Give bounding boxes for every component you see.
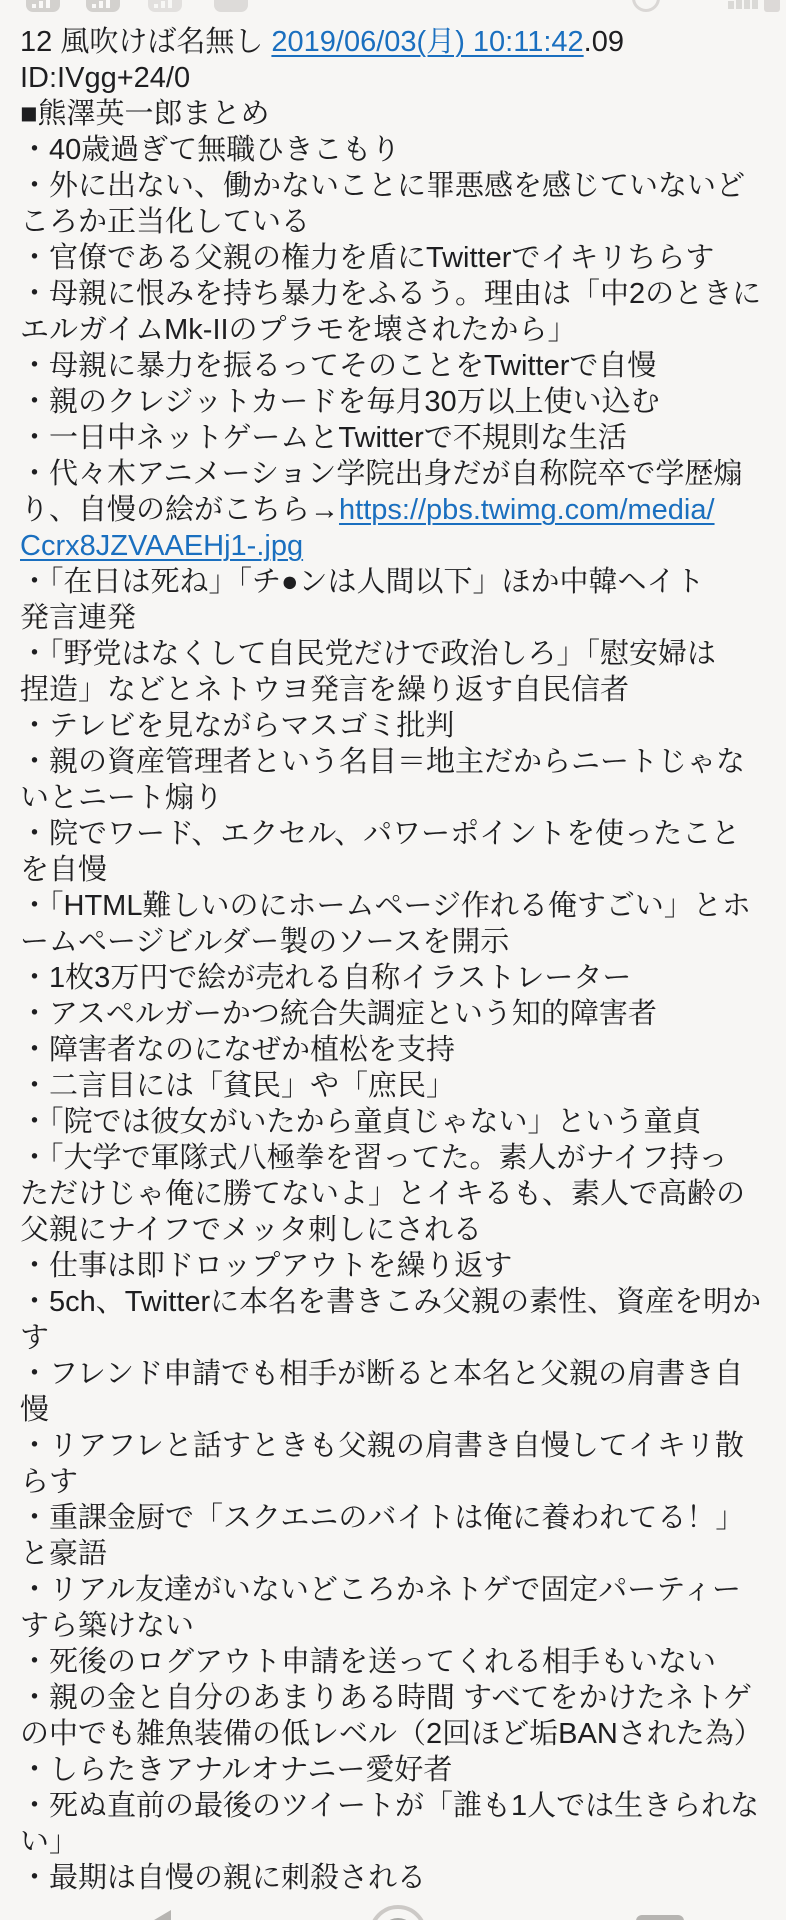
- poster-name: 風吹けば名無し: [60, 26, 264, 58]
- app-notification-icon: [86, 0, 120, 12]
- bars-glyph: [32, 0, 54, 8]
- post-line: [20, 1392, 772, 1428]
- body-text: ームページビルダー製のソースを開示: [20, 926, 510, 958]
- poster-id: ID:IVgg+24/0: [20, 62, 191, 94]
- body-text: 捏造」などとネトウヨ発言を繰り返す自民信者: [20, 674, 630, 706]
- recents-icon[interactable]: [636, 1915, 684, 1920]
- body-text: ・リアル友達がいないどころかネトゲで固定パーティー: [20, 1574, 741, 1606]
- body-text: と豪語: [20, 1538, 108, 1570]
- body-text: の中でも雑魚装備の低レベル（2回ほど垢BANされた為）: [20, 1718, 763, 1750]
- post-line: [20, 348, 772, 384]
- body-text: ・「院では彼女がいたから童貞じゃない」という童貞: [20, 1106, 702, 1138]
- body-text: ・院でワード、エクセル、パワーポイントを使ったこと: [20, 818, 741, 850]
- body-text: ・テレビを見ながらマスゴミ批判: [20, 710, 455, 742]
- body-text: ・障害者なのになぜか植松を支持: [20, 1034, 456, 1066]
- app-notification-icon: [148, 0, 182, 12]
- home-icon[interactable]: [369, 1905, 427, 1920]
- post-date-link[interactable]: 2019/06/03(月) 10:11:42: [271, 26, 584, 58]
- body-text: ・40歳過ぎて無職ひきこもり: [20, 134, 401, 166]
- body-text: ・親の資産管理者という名目＝地主だからニートじゃな: [20, 746, 746, 778]
- post-line: [20, 1860, 772, 1896]
- post-line: [20, 1068, 772, 1104]
- post-line: [20, 1536, 772, 1572]
- post-line: [20, 528, 772, 564]
- signal-icon: [728, 0, 758, 9]
- body-text: ・死後のログアウト申請を送ってくれる相手もいない: [20, 1646, 717, 1678]
- body-text: ・「野党はなくして自民党だけで政治しろ」「慰安婦は: [20, 638, 717, 670]
- post-line: [20, 168, 772, 204]
- body-text: ・「在日は死ね」「チ●ンは人間以下」ほか中韓ヘイト: [20, 566, 705, 598]
- post-line: [20, 1572, 772, 1608]
- post-line: [20, 312, 772, 348]
- post-line: [20, 672, 772, 708]
- body-text: ・仕事は即ドロップアウトを繰り返す: [20, 1250, 513, 1282]
- body-text: ・代々木アニメーション学院出身だが自称院卒で学歴煽: [20, 458, 743, 490]
- post-line: [20, 1644, 772, 1680]
- body-text: ■熊澤英一郎まとめ: [20, 98, 270, 130]
- body-text: ころか正当化している: [20, 206, 311, 238]
- body-text: い」: [20, 1826, 79, 1858]
- post-line: [20, 1032, 772, 1068]
- android-nav-bar: [0, 1892, 786, 1920]
- body-text: 父親にナイフでメッタ刺しにされる: [20, 1214, 482, 1246]
- post-line: [20, 1356, 772, 1392]
- post-line: [20, 240, 772, 276]
- body-text: エルガイムMk-IIのプラモを壊されたから」: [20, 314, 577, 346]
- body-text: ・フレンド申請でも相手が断ると本名と父親の肩書き自: [20, 1358, 744, 1390]
- post-line: [20, 456, 772, 492]
- post-line: [20, 132, 772, 168]
- post-line: [20, 744, 772, 780]
- body-text: ・一日中ネットゲームとTwitterで不規則な生活: [20, 422, 627, 454]
- bars-glyph: [154, 0, 176, 8]
- post-line: [20, 996, 772, 1032]
- post-line: [20, 1428, 772, 1464]
- body-text: ・母親に恨みを持ち暴力をふるう。理由は「中2のときに: [20, 278, 762, 310]
- body-text: ・「HTML難しいのにホームページ作れる俺すごい」とホ: [20, 890, 751, 922]
- body-text: らす: [20, 1466, 79, 1498]
- clock-icon: [632, 0, 660, 12]
- battery-icon: [764, 0, 780, 12]
- post-header: [20, 24, 772, 60]
- post-line: [20, 600, 772, 636]
- body-link[interactable]: Ccrx8JZVAAEHj1-.jpg: [20, 530, 304, 562]
- body-text: ・しらたきアナルオナニー愛好者: [20, 1754, 453, 1786]
- post-line: [20, 960, 772, 996]
- post-line: [20, 1464, 772, 1500]
- body-text: ・親のクレジットカードを毎月30万以上使い込む: [20, 386, 660, 418]
- post-line: [20, 1608, 772, 1644]
- body-text: ・「大学で軍隊式八極拳を習ってた。素人がナイフ持っ: [20, 1142, 728, 1174]
- body-text: ただけじゃ俺に勝てないよ」とイキるも、素人で高齢の: [20, 1178, 746, 1210]
- app-notification-icon: [214, 0, 248, 12]
- post-line: [20, 564, 772, 600]
- post-line: [20, 1140, 772, 1176]
- post-line: [20, 1104, 772, 1140]
- post-line: [20, 888, 772, 924]
- post-line: [20, 492, 772, 528]
- post-line: [20, 96, 772, 132]
- body-link[interactable]: https://pbs.twimg.com/media/: [339, 494, 715, 526]
- post-line: [20, 1824, 772, 1860]
- post-date-ms: .09: [583, 26, 624, 58]
- post-line: [20, 816, 772, 852]
- post-line: [20, 1752, 772, 1788]
- body-text: ・親の金と自分のあまりある時間 すべてをかけたネトゲ: [20, 1682, 752, 1714]
- post-line: [20, 1212, 772, 1248]
- body-text: ・5ch、Twitterに本名を書きこみ父親の素性、資産を明か: [20, 1286, 762, 1318]
- body-text: ・リアフレと話すときも父親の肩書き自慢してイキリ散: [20, 1430, 744, 1462]
- body-text: ・外に出ない、働かないことに罪悪感を感じていないど: [20, 170, 746, 202]
- body-text: ・官僚である父親の権力を盾にTwitterでイキリちらす: [20, 242, 715, 274]
- back-icon[interactable]: [127, 1910, 171, 1920]
- app-notification-icon: [26, 0, 60, 12]
- body-text: す: [20, 1322, 50, 1354]
- post-line: [20, 924, 772, 960]
- body-text: り、自慢の絵がこちら→: [20, 494, 340, 526]
- post-line: [20, 1320, 772, 1356]
- post-number: 12: [20, 26, 53, 58]
- bars-glyph: [92, 0, 114, 8]
- post-line: [20, 420, 772, 456]
- post-line: [20, 780, 772, 816]
- body-text: ・重課金厨で「スクエニのバイトは俺に養われてる！」: [20, 1502, 745, 1534]
- post-line: [20, 1284, 772, 1320]
- post-line: [20, 204, 772, 240]
- body-text: ・最期は自慢の親に刺殺される: [20, 1862, 427, 1894]
- post-line: [20, 384, 772, 420]
- post-line: [20, 1248, 772, 1284]
- body-text: 慢: [20, 1394, 50, 1426]
- post-line: [20, 1716, 772, 1752]
- post-body: [20, 96, 772, 1896]
- post-line: [20, 1500, 772, 1536]
- post-line: [20, 276, 772, 312]
- body-text: ・1枚3万円で絵が売れる自称イラストレーター: [20, 962, 632, 994]
- body-text: すら築けない: [20, 1610, 195, 1642]
- body-text: ・死ぬ直前の最後のツイートが「誰も1人では生きられな: [20, 1790, 760, 1822]
- post-line: [20, 636, 772, 672]
- body-text: ・母親に暴力を振るってそのことをTwitterで自慢: [20, 350, 657, 382]
- body-text: ・アスペルガーかつ統合失調症という知的障害者: [20, 998, 657, 1030]
- post-line: [20, 1788, 772, 1824]
- body-text: いとニート煽り: [20, 782, 224, 814]
- post-line: [20, 1680, 772, 1716]
- body-text: ・二言目には「貧民」や「庶民」: [20, 1070, 456, 1102]
- status-bar: [0, 0, 786, 16]
- post-line: [20, 708, 772, 744]
- post-line: [20, 1176, 772, 1212]
- body-text: を自慢: [20, 854, 108, 886]
- body-text: 発言連発: [20, 602, 137, 634]
- thread-post: [0, 24, 786, 1896]
- post-line: [20, 852, 772, 888]
